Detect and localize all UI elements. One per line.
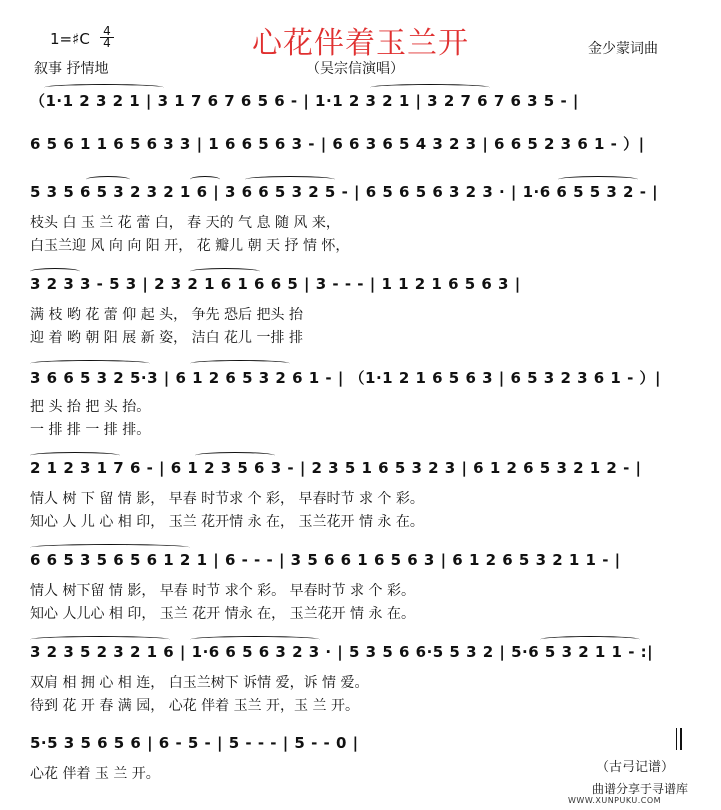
score-line-6-notes: 2 1 2 3 1 7 6 - | 6 1 2 3 5 6 3 - | 2 3 5 1 6 5 3 2 3 | 6 1 2 6 5 3 2 1 2 - | (30, 459, 642, 477)
slur-mark (44, 84, 164, 91)
site-credit: 曲谱分享于寻谱库 (592, 782, 689, 796)
singer-credit: （吴宗信演唱） (306, 61, 404, 77)
score-line-6-lyric-1: 情人 树 下 留 情 影， 早春 时节求 个 彩， 早春时节 求 个 彩。 (30, 491, 424, 507)
site-url: WWW.XUNPUKU.COM (568, 796, 662, 805)
song-title: 心花伴着玉兰开 (252, 26, 469, 61)
score-line-4-lyric-1: 满 枝 哟 花 蕾 仰 起 头， 争先 恐后 把头 抬 (30, 307, 303, 323)
score-line-3-lyric-2: 白玉兰迎 风 向 向 阳 开， 花 瓣儿 朝 天 抒 情 怀， (30, 238, 350, 254)
slur-mark (190, 360, 290, 367)
slur-mark (190, 636, 320, 643)
score-line-4-lyric-2: 迎 着 哟 朝 阳 展 新 姿， 洁白 花儿 一排 排 (30, 330, 303, 346)
transcriber-credit: （古弓记谱） (596, 760, 675, 775)
repeat-end-barline (676, 728, 682, 750)
slur-mark (30, 360, 150, 367)
slur-mark (370, 84, 490, 91)
slur-mark (245, 176, 335, 183)
slur-mark (190, 176, 220, 183)
score-line-4-notes: 3 2 3 3 - 5 3 | 2 3 2 1 6 1 6 6 5 | 3 - - - | 1 1 2 1 6 5 6 3 | (30, 275, 521, 293)
score-line-8-notes: 3 2 3 5 2 3 2 1 6 | 1·6 6 5 6 3 2 3 · | 5 3 5 6 6·5 5 3 2 | 5·6 5 3 2 1 1 - :| (30, 643, 654, 661)
score-line-5-lyric-1: 把 头 抬 把 头 抬。 (30, 399, 151, 415)
score-line-6-lyric-2: 知心 人 儿 心 相 印， 玉兰 花开情 永 在， 玉兰花开 情 永 在。 (30, 514, 424, 530)
tempo-mood: 叙事 抒情地 (34, 61, 109, 77)
slur-mark (86, 176, 130, 183)
slur-mark (30, 268, 80, 275)
score-line-5-notes: 3 6 6 5 3 2 5·3 | 6 1 2 6 5 3 2 6 1 - | （1·1 2 1 6 5 6 3 | 6 5 3 2 3 6 1 - ）| (30, 369, 662, 387)
author-credit: 金少蒙词曲 (588, 41, 658, 57)
key-signature: 1=♯C (50, 30, 90, 48)
time-signature-bottom: 4 (103, 36, 111, 50)
slur-mark (30, 636, 170, 643)
score-line-1-notes: （1·1 2 3 2 1 | 3 1 7 6 7 6 5 6 - | 1·1 2 3 2 1 | 3 2 7 6 7 6 3 5 - | (30, 92, 579, 110)
slur-mark (30, 452, 120, 459)
slur-mark (190, 268, 260, 275)
score-line-8-lyric-2: 待到 花 开 春 满 园， 心花 伴着 玉兰 开，玉 兰 开。 (30, 698, 359, 714)
slur-mark (558, 176, 638, 183)
slur-mark (540, 636, 640, 643)
time-signature-top: 4 (100, 26, 114, 38)
score-line-3-notes: 5 3 5 6 5 3 2 3 2 1 6 | 3 6 6 5 3 2 5 - | 6 5 6 5 6 3 2 3 · | 1·6 6 5 5 3 2 - | (30, 183, 659, 201)
score-line-7-lyric-1: 情人 树下留 情 影， 早春 时节 求个 彩。 早春时节 求 个 彩。 (30, 583, 415, 599)
score-line-9-lyric: 心花 伴着 玉 兰 开。 (30, 766, 160, 782)
score-line-8-lyric-1: 双肩 相 拥 心 相 连， 白玉兰树下 诉情 爱，诉 情 爱。 (30, 675, 369, 691)
score-line-9-notes: 5·5 3 5 6 5 6 | 6 - 5 - | 5 - - - | 5 - - 0 | (30, 734, 359, 752)
score-line-5-lyric-2: 一 排 排 一 排 排。 (30, 422, 151, 438)
slur-mark (195, 452, 275, 459)
time-signature (100, 26, 114, 49)
score-line-2-notes: 6 5 6 1 1 6 5 6 3 3 | 1 6 6 5 6 3 - | 6 6 3 6 5 4 3 2 3 | 6 6 5 2 3 6 1 - ）| (30, 135, 645, 153)
score-line-7-notes: 6 6 5 3 5 6 5 6 1 2 1 | 6 - - - | 3 5 6 6 1 6 5 6 3 | 6 1 2 6 5 3 2 1 1 - | (30, 551, 621, 569)
slur-mark (30, 544, 190, 551)
score-line-7-lyric-2: 知心 人儿心 相 印， 玉兰 花开 情永 在， 玉兰花开 情 永 在。 (30, 606, 415, 622)
score-line-3-lyric-1: 枝头 白 玉 兰 花 蕾 白， 春 天的 气 息 随 风 来， (30, 215, 340, 231)
